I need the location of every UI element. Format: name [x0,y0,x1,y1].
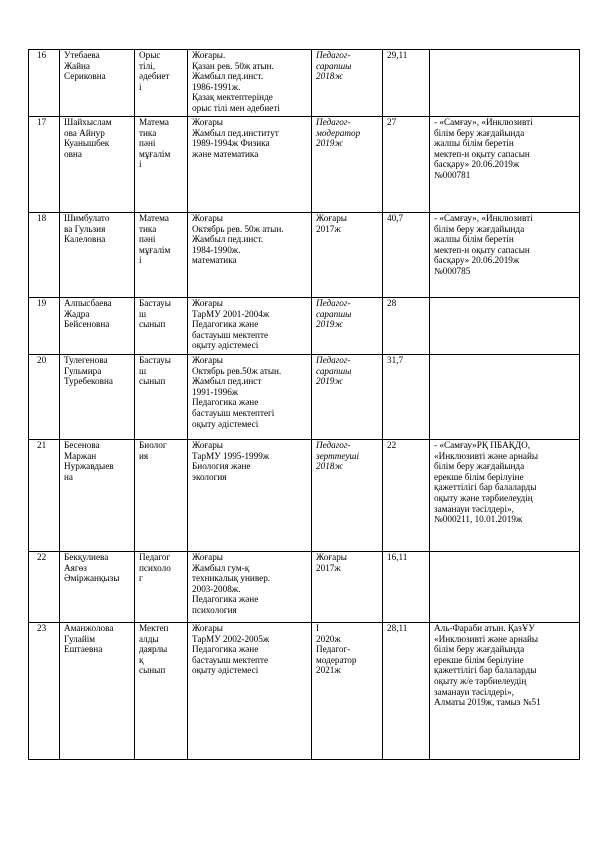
category-cell: Педагог- сарапшы 2019ж [312,298,383,355]
experience-cell: 28 [383,298,430,355]
experience-cell: 29,11 [383,50,430,117]
category-cell: І 2020ж Педагог- модератор 2021ж [312,623,383,760]
education-cell: Жоғары Октябрь рев. 50ж атын. Жамбыл пед.инст. 1984-1990ж. математика [188,213,312,298]
courses-cell [430,298,580,355]
category-cell: Педагог- сарапшы 2018ж [312,50,383,117]
row-number-cell: 23 [29,623,60,760]
subject-cell: Матема тика пәні мұғалім і [135,213,188,298]
education-cell: Жоғары Жамбыл гум-қ техникалық универ. 2003-2008ж. Педагогика және психология [188,552,312,623]
teachers-table [28,49,580,760]
category-cell: Жоғары 2017ж [312,213,383,298]
teacher-name-cell: Бекқулиева Аягөз Әміржанқызы [60,552,135,623]
courses-cell [430,355,580,440]
courses-cell [430,50,580,117]
category-cell: Жоғары 2017ж [312,552,383,623]
teacher-name-cell: Шайхыслам ова Айнур Куанышбек овна [60,117,135,213]
subject-cell: Биолог ия [135,440,188,552]
courses-cell: Аль-Фараби атын. ҚазҰУ «Инклюзивті және арнайы білім беру жағдайында ерекше білім берілуіне қажеттілігі бар балаларды оқыту ж/е тәрбиелеудің заманауи тәсілдері», Алматы 2019ж, тамыз №51 [430,623,580,760]
teacher-name-cell: Бесенова Маржан Нуржавдыев на [60,440,135,552]
row-number-cell: 19 [29,298,60,355]
education-cell: Жоғары ТарМУ 1995-1999ж Биология және экология [188,440,312,552]
subject-cell: Орыс тілі, әдебиет і [135,50,188,117]
table-body [29,50,580,760]
education-cell: Жоғары. Қазан рев. 50ж атын. Жамбыл пед.инст. 1986-1991ж. Қазақ мектептерінде орыс тілі мен әдебиеті [188,50,312,117]
table-row [29,440,580,552]
category-cell: Педагог- зерттеуші 2018ж [312,440,383,552]
table-row [29,117,580,213]
experience-cell: 28,11 [383,623,430,760]
subject-cell: Бастауы ш сынып [135,298,188,355]
table-row [29,552,580,623]
subject-cell: Мектеп алды даярлы қ сынып [135,623,188,760]
courses-cell: - «Самғау», «Инклюзивті білім беру жағдайында жалпы білім беретін мектеп-н оқыту сапасын басқару» 20.06.2019ж №000785 [430,213,580,298]
courses-cell [430,552,580,623]
teacher-name-cell: Тулегенова Гульмира Туребековна [60,355,135,440]
row-number-cell: 20 [29,355,60,440]
table-row [29,623,580,760]
education-cell: Жоғары ТарМУ 2001-2004ж Педагогика және бастауыш мектепте оқыту әдістемесі [188,298,312,355]
table-row [29,355,580,440]
experience-cell: 27 [383,117,430,213]
row-number-cell: 22 [29,552,60,623]
table-row [29,213,580,298]
experience-cell: 31,7 [383,355,430,440]
experience-cell: 40,7 [383,213,430,298]
subject-cell: Матема тика пәні мұғалім і [135,117,188,213]
table-row [29,298,580,355]
education-cell: Жоғары Октябрь рев.50ж атын. Жамбыл пед.инст 1991-1996ж Педагогика және бастауыш мектептегі оқыту әдістемесі [188,355,312,440]
teacher-name-cell: Шимбулато ва Гульзия Калеловна [60,213,135,298]
document-page [28,49,580,760]
experience-cell: 16,11 [383,552,430,623]
row-number-cell: 21 [29,440,60,552]
courses-cell: - «Самғау»РҚ ПБАҚДО, «Инклюзивті және арнайы білім беру жағдайында ерекше білім берілуіне қажеттілігі бар балаларды оқыту және тәрбиелеудің заманауи тәсілдері», №000211, 10.01.2019ж [430,440,580,552]
subject-cell: Педагог психоло г [135,552,188,623]
education-cell: Жоғары Жамбыл пед.институт 1989-1994ж Физика және математика [188,117,312,213]
education-cell: Жоғары ТарМУ 2002-2005ж Педагогика және бастауыш мектепте оқыту әдістемесі [188,623,312,760]
teacher-name-cell: Аманжолова Гулайім Ештаевна [60,623,135,760]
table-row [29,50,580,117]
teacher-name-cell: Утебаева Жайна Сериковна [60,50,135,117]
courses-cell: - «Самғау», «Инклюзивті білім беру жағдайында жалпы білім беретін мектеп-н оқыту сапасын басқару» 20.06.2019ж №000781 [430,117,580,213]
subject-cell: Бастауы ш сынып [135,355,188,440]
experience-cell: 22 [383,440,430,552]
row-number-cell: 18 [29,213,60,298]
category-cell: Педагог- модератор 2019ж [312,117,383,213]
row-number-cell: 16 [29,50,60,117]
category-cell: Педагог- сарапшы 2019ж [312,355,383,440]
teacher-name-cell: Алпысбаева Жадра Бейсеновна [60,298,135,355]
row-number-cell: 17 [29,117,60,213]
